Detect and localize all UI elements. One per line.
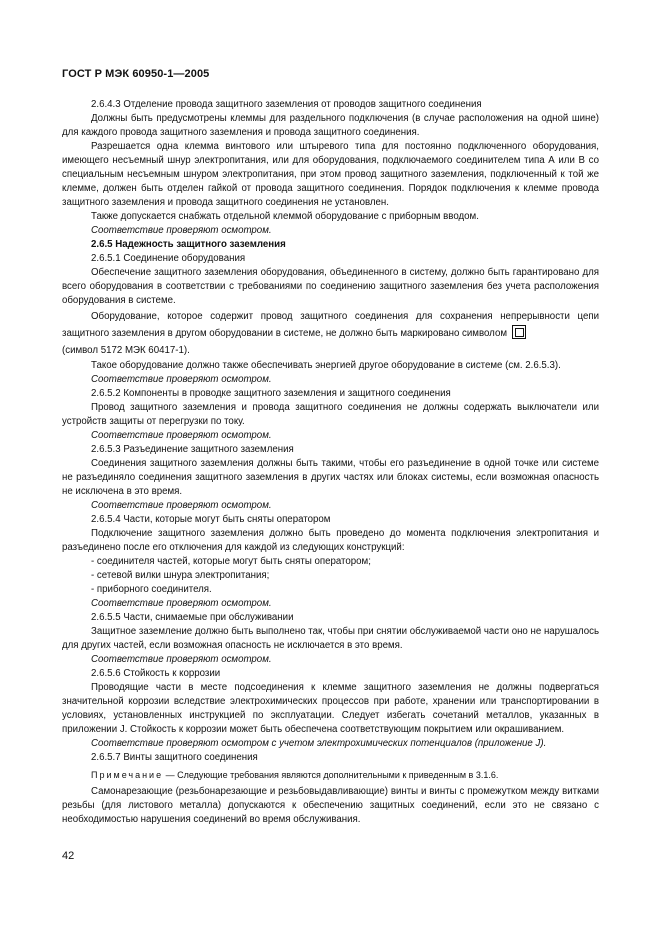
paragraph: Подключение защитного заземления должно быть проведено до момента подключения электропитания и разъединено после его отключения для каждой из следующих конструкций: xyxy=(62,528,599,553)
paragraph: Провод защитного заземления и провода защитного соединения не должны содержать выключатели или устройств защиты от перегрузки по току. xyxy=(62,402,599,427)
paragraph: 2.6.5.5 Части, снимаемые при обслуживании xyxy=(91,612,294,623)
paragraph: 2.6.5.7 Винты защитного соединения xyxy=(91,752,258,763)
paragraph: 2.6.5.1 Соединение оборудования xyxy=(91,253,246,264)
paragraph: 2.6.5.2 Компоненты в проводке защитного заземления и защитного соединения xyxy=(91,388,451,399)
paragraph: Соответствие проверяют осмотром. xyxy=(91,500,272,511)
paragraph: Должны быть предусмотрены клеммы для раздельного подключения (в случае расположения на одной шине) для каждого провода защитного заземления и провода защитного соединения. xyxy=(62,113,599,138)
paragraph: - приборного соединителя. xyxy=(91,584,212,595)
paragraph: Разрешается одна клемма винтового или штыревого типа для постоянно подключенного оборудования, имеющего несъемный шнур электропитания, или для оборудования, подключаемого соединителем типа А или В со специальным несъемным шнуром электропитания, при этом провод защитного заземления, подключенный к той же клемме, должен быть отделен гайкой от провода защитного соединения. Порядок подключения к клемме провода защитного заземления и провода защитного соединения не установлен. xyxy=(62,141,599,208)
document-body xyxy=(62,98,599,827)
paragraph: Соответствие проверяют осмотром. xyxy=(91,598,272,609)
paragraph: 2.6.5.3 Разъединение защитного заземления xyxy=(91,444,294,455)
paragraph: Защитное заземление должно быть выполнено так, чтобы при снятии обслуживаемой части оно не нарушалось для других частей, если возможная опасность не исключается в это время. xyxy=(62,626,599,651)
paragraph: - сетевой вилки шнура электропитания; xyxy=(91,570,270,581)
paragraph: - соединителя частей, которые могут быть сняты оператором; xyxy=(91,556,371,567)
paragraph: 2.6.5.6 Стойкость к коррозии xyxy=(91,668,221,679)
page-header: ГОСТ Р МЭК 60950-1—2005 xyxy=(62,68,210,80)
paragraph: 2.6.5.4 Части, которые могут быть сняты оператором xyxy=(91,514,331,525)
paragraph: Самонарезающие (резьбонарезающие и резьбовыдавливающие) винты и винты с промежутком между витками резьбы (для листового металла) допускаются к обеспечению защитных соединений, если это не связано с необходимостью нарушения соединений во время обслуживания. xyxy=(62,786,599,825)
paragraph: Обеспечение защитного заземления оборудования, объединенного в систему, должно быть гарантировано для всего оборудования в соответствии с требованиями по соединению защитного заземления без учета расположения оборудования в системе. xyxy=(62,267,599,306)
paragraph: Примечание — Следующие требования являются дополнительными к приведенным в 3.1.6. xyxy=(91,770,499,780)
paragraph: Также допускается снабжать отдельной клеммой оборудование с приборным вводом. xyxy=(91,211,479,222)
paragraph: Соответствие проверяют осмотром. xyxy=(91,430,272,441)
page-number: 42 xyxy=(62,850,75,862)
paragraph: 2.6.4.3 Отделение провода защитного заземления от проводов защитного соединения xyxy=(91,99,482,110)
paragraph: Такое оборудование должно также обеспечивать энергией другое оборудование в системе (см. 2.6.5.3). xyxy=(91,360,561,371)
paragraph: Соответствие проверяют осмотром с учетом электрохимических потенциалов (приложение J). xyxy=(91,738,547,749)
paragraph: Проводящие части в месте подсоединения к клемме защитного заземления не должны подвергаться значительной коррозии вследствие электрохимических процессов при работе, хранении или транспортировании в условиях, установленных инструкцией по эксплуатации. Следует избегать сочетаний металлов, указанных в приложении J. Стойкость к коррозии может быть обеспечена соответствующим покрытием или окрашиванием. xyxy=(62,682,599,735)
paragraph: Соответствие проверяют осмотром. xyxy=(91,654,272,665)
paragraph: 2.6.5 Надежность защитного заземления xyxy=(91,239,286,250)
note-label: Примечание xyxy=(91,770,164,780)
paragraph: Соответствие проверяют осмотром. xyxy=(91,225,272,236)
paragraph: Соединения защитного заземления должны быть такими, чтобы его разъединение в одной точке или системе не разъединяло соединения защитного заземления в других частях или блоках системы, если возможная опасность не исключена в это время. xyxy=(62,458,599,497)
paragraph: Соответствие проверяют осмотром. xyxy=(91,374,272,385)
protective-bonding-symbol-icon xyxy=(512,325,526,339)
paragraph: Оборудование, которое содержит провод защитного соединения для сохранения непрерывности цепи защитного заземления в другом оборудовании в системе, не должно быть маркировано символом (символ 5172 МЭК 60417-1). xyxy=(62,311,599,356)
